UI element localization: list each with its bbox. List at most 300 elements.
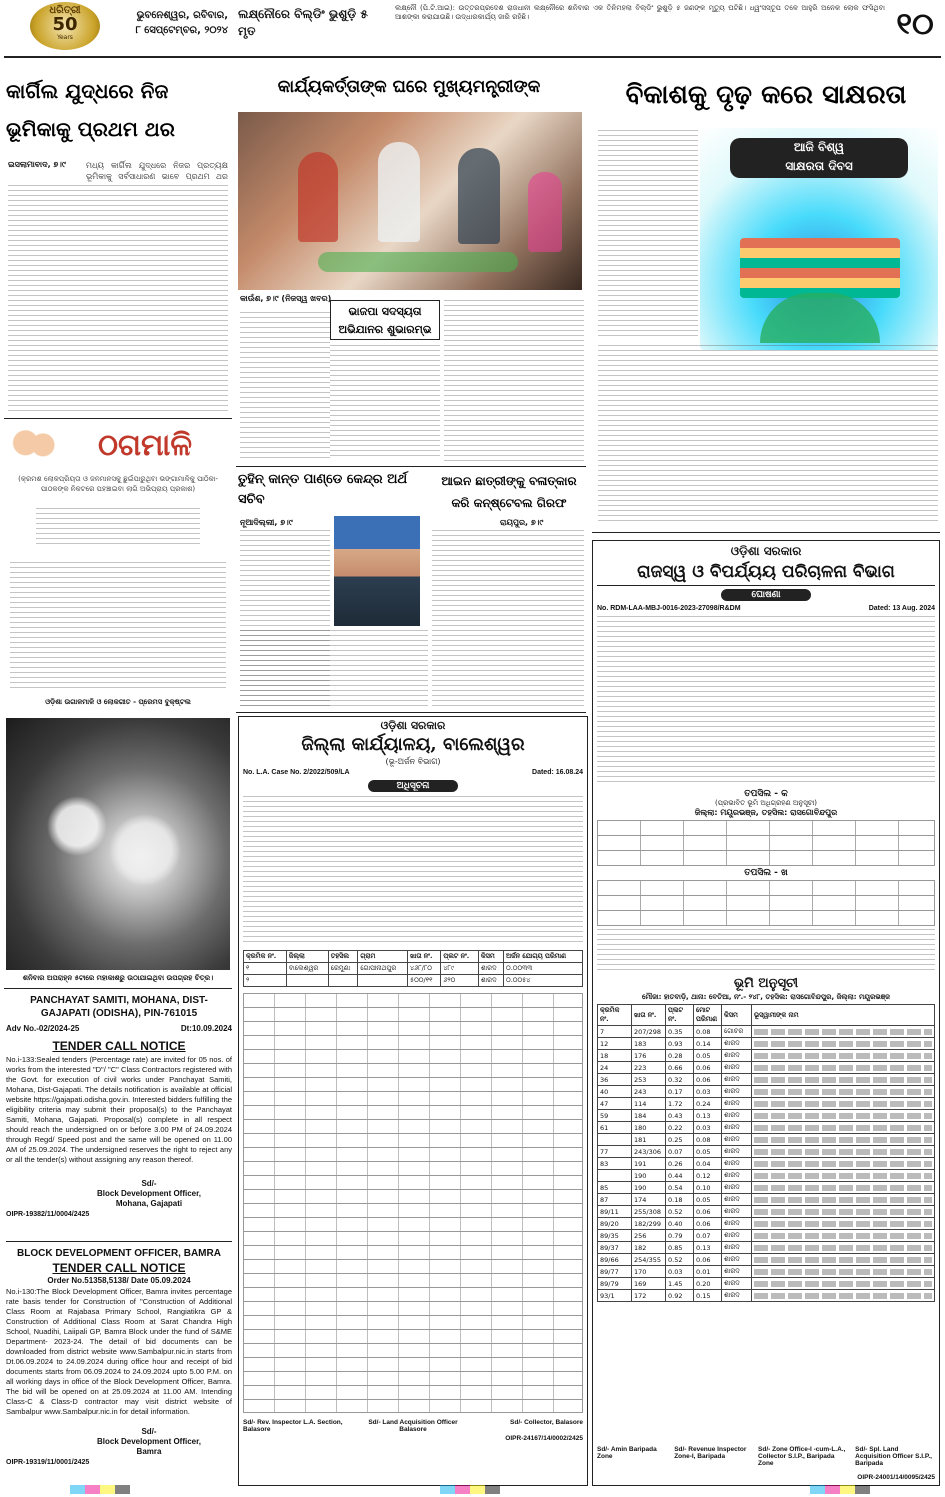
th-area: ଅର୍ଜନ ଯୋଗ୍ୟ ପରିମାଣ — [503, 951, 582, 963]
owner-cell — [752, 1278, 935, 1290]
bamra-oipr: OIPR-19319/11/0001/2425 — [6, 1459, 90, 1466]
table-cell: 182/299 — [632, 1218, 666, 1230]
bamra-sign-3: Bamra — [136, 1447, 162, 1456]
table-cell: ଶାରଦ — [722, 1110, 752, 1122]
table-cell: 36 — [598, 1074, 632, 1086]
owner-cell — [752, 1086, 935, 1098]
balasore-sign-3: Sd/- Collector, Balasore — [510, 1419, 583, 1426]
literacy-body-top — [598, 130, 698, 340]
owner-cell — [752, 1182, 935, 1194]
table-cell: 0.35 — [666, 1026, 694, 1038]
table-cell: 0.05 — [694, 1194, 722, 1206]
table-cell: ଶାରଦ — [722, 1290, 752, 1302]
table-cell: 181 — [632, 1134, 666, 1146]
table-cell: 0.01 — [694, 1266, 722, 1278]
table-cell: 0.13 — [694, 1242, 722, 1254]
th-district: ଜିଲ୍ଲା — [286, 951, 328, 963]
table-cell: 0.03 — [694, 1086, 722, 1098]
table-row — [598, 1182, 935, 1194]
table-cell: 0.06 — [694, 1074, 722, 1086]
table-cell — [598, 1170, 632, 1182]
owner-cell — [752, 1254, 935, 1266]
issue-date: ୮ ସେପ୍ଟେମ୍ବର, ୨୦୨୪ — [135, 25, 228, 36]
photo-plates — [318, 252, 518, 272]
bamra-tender — [6, 1248, 232, 1480]
table-row — [598, 1062, 935, 1074]
table-cell: ଶାରଦ — [722, 1206, 752, 1218]
table-cell: 0.05 — [694, 1146, 722, 1158]
table-cell: ଶାରଦ — [722, 1266, 752, 1278]
revenue-sign-3: Sd/- Zone Office-I -cum-L.A., Collector S.I.P., Baripada Zone — [758, 1446, 846, 1467]
owner-cell — [752, 1146, 935, 1158]
table-cell: 183 — [632, 1038, 666, 1050]
table-cell: 40 — [598, 1086, 632, 1098]
literacy-headline: ବିକାଶକୁ ଦୃଢ଼ କରେ ସାକ୍ଷରତା — [625, 80, 907, 110]
registration-mark-right — [810, 1485, 870, 1494]
table-row — [598, 1098, 935, 1110]
table-cell: 0.07 — [666, 1146, 694, 1158]
page-number: ୧୦ — [896, 7, 934, 42]
table-cell: 0.20 — [694, 1278, 722, 1290]
photo-figure-2 — [378, 142, 420, 242]
table-cell: ୨ — [244, 975, 287, 987]
table-cell: 243/306 — [632, 1146, 666, 1158]
table-cell: 24 — [598, 1062, 632, 1074]
mohana-adv-no: Adv No.-02/2024-25 — [6, 1024, 80, 1033]
table-cell: 254/355 — [632, 1254, 666, 1266]
table-cell: 0.22 — [666, 1122, 694, 1134]
satellite-caption: ଶନିବାର ଅପରାହ୍ନ ୫ଟାରେ ମହାକାଶରୁ ଉଠାଯାଇଥିବା ଉପଗ୍ରହ ଚିତ୍ର। — [22, 974, 214, 982]
table-row — [598, 1134, 935, 1146]
newspaper-logo — [30, 2, 100, 50]
balasore-dated: Dated: 16.08.24 — [532, 769, 583, 776]
owner-cell — [752, 1266, 935, 1278]
revenue-sign-4: Sd/- Spl. Land Acquisition Officer S.I.P., Baripada — [855, 1446, 932, 1467]
balasore-office: ଜିଲ୍ଲା କାର୍ଯ୍ୟାଳୟ, ବାଲେଶ୍ୱର — [301, 734, 525, 755]
table-cell: 176 — [632, 1050, 666, 1062]
table-row — [598, 1074, 935, 1086]
table-cell: 59 — [598, 1110, 632, 1122]
kargil-dateline: ଇସଲାମାବାଦ, ୭।୯ — [8, 160, 66, 169]
table-cell: 0.06 — [694, 1062, 722, 1074]
literacy-body-bottom — [598, 345, 938, 525]
th-land-plot: ପ୍ଲଟ ନଂ. — [666, 1005, 694, 1026]
table-cell: 0.14 — [694, 1038, 722, 1050]
table-cell: 0.05 — [694, 1050, 722, 1062]
bamra-order: Order No.51358,5138/ Date 05.09.2024 — [47, 1276, 191, 1285]
thagamali-poem — [36, 508, 200, 548]
table-cell: 0.06 — [694, 1206, 722, 1218]
revenue-dated: Dated: 13 Aug. 2024 — [868, 605, 935, 612]
table-row — [598, 1278, 935, 1290]
table-cell: 85 — [598, 1182, 632, 1194]
owner-cell — [752, 1170, 935, 1182]
tuhin-body-bottom — [240, 630, 428, 710]
table-cell: ୫୦୦/୧୧ — [408, 975, 441, 987]
owner-cell — [752, 1230, 935, 1242]
revenue-dept: ରାଜସ୍ୱ ଓ ବିପର୍ଯ୍ୟୟ ପରିଚାଳନା ବିଭାଗ — [597, 559, 935, 586]
land-schedule-title: ଭୂମି ଅନୁସୂଚୀ — [733, 976, 799, 991]
owner-cell — [752, 1062, 935, 1074]
masthead — [0, 0, 945, 60]
table-cell: 0.06 — [694, 1254, 722, 1266]
mohana-header: PANCHAYAT SAMITI, MOHANA, DIST-GAJAPATI (ODISHA), PIN-761015 — [30, 995, 208, 1019]
table-cell: 0.18 — [666, 1194, 694, 1206]
table-row — [598, 1230, 935, 1242]
balasore-sign-1: Sd/- Rev. Inspector L.A. Section, Balasore — [243, 1419, 343, 1433]
table-cell: 0.92 — [666, 1290, 694, 1302]
schedule-b-table — [597, 880, 935, 926]
bamra-title: TENDER CALL NOTICE — [52, 1261, 186, 1275]
banner-line-2: ସାକ୍ଷରତା ଦିବସ — [785, 159, 853, 173]
table-row — [598, 1038, 935, 1050]
weather-bottom-rule — [4, 988, 232, 989]
table-cell: 0.40 — [666, 1218, 694, 1230]
table-cell: ଶାରଦ — [722, 1254, 752, 1266]
table-cell: ୬୨୦ — [441, 975, 479, 987]
table-row — [598, 1194, 935, 1206]
photo-figure-4 — [528, 172, 562, 252]
owner-cell — [752, 1074, 935, 1086]
table-cell: 0.79 — [666, 1230, 694, 1242]
table-cell: 0.06 — [694, 1218, 722, 1230]
kargil-body-text — [8, 185, 228, 415]
owner-cell — [752, 1218, 935, 1230]
table-cell: ଗୋପୀନାଥପୁର — [358, 963, 408, 975]
table-cell: 89/79 — [598, 1278, 632, 1290]
thagamali-tagline: (କ୍ରମଶ ଲୋକପ୍ରିୟତା ଓ ଜନମାନସକୁ ଛୁଇଁପାରୁଥିବା ଭଙ୍ଗାମାଳିକୁ ପାଠିକା-ପାଠକଙ୍କ ନିକଟରେ ପହଞ୍ଚାଇବା ଲାଗି ଅଭିପ୍ରାୟ ପ୍ରକାଶ) — [18, 475, 218, 493]
table-row — [598, 1266, 935, 1278]
table-cell: 1.72 — [666, 1098, 694, 1110]
table-cell: 18 — [598, 1050, 632, 1062]
revenue-body-text — [597, 616, 935, 786]
table-cell: 83 — [598, 1158, 632, 1170]
table-cell: 0.26 — [666, 1158, 694, 1170]
table-cell: 0.07 — [694, 1230, 722, 1242]
table-cell: 170 — [632, 1266, 666, 1278]
table-cell: ରେମୁଣା — [328, 963, 358, 975]
table-cell: 1.45 — [666, 1278, 694, 1290]
table-cell: ବାଲେଶ୍ୱର — [286, 963, 328, 975]
cm-lunch-body-mid — [330, 345, 440, 460]
table-row — [598, 1026, 935, 1038]
logo-years-label: Years — [57, 34, 73, 41]
table-row — [598, 1254, 935, 1266]
thagamali-credit: ଓଡ଼ିଶା ଉଗାଳମାଳି ଓ ଲୋକଗୀତ - ପ୍ରେମସ ବୁକ୍‌ଷ୍ଟଲ — [45, 698, 191, 706]
table-cell: 190 — [632, 1182, 666, 1194]
table-cell: 0.15 — [694, 1290, 722, 1302]
table-cell: 0.66 — [666, 1062, 694, 1074]
table-cell: 0.13 — [694, 1110, 722, 1122]
th-land-kisam: କିସମ — [722, 1005, 752, 1026]
table-cell: ୧ — [244, 963, 287, 975]
table-cell: 223 — [632, 1062, 666, 1074]
table-cell — [358, 975, 408, 987]
table-cell: 89/20 — [598, 1218, 632, 1230]
table-row — [598, 1086, 935, 1098]
table-cell: 7 — [598, 1026, 632, 1038]
table-cell: 0.10 — [694, 1182, 722, 1194]
cm-lunch-caption: କାଉଁଶ, ୭।୯ (ନିଜସ୍ୱ ଖବର) — [240, 294, 332, 303]
table-row — [598, 1242, 935, 1254]
table-cell: ଶାରଦ — [722, 1038, 752, 1050]
table-cell: ଶାରଦ — [722, 1098, 752, 1110]
books-stack-icon — [740, 238, 900, 298]
owner-cell — [752, 1134, 935, 1146]
land-table-body — [598, 1026, 935, 1302]
mohana-date: Dt:10.09.2024 — [180, 1024, 232, 1033]
table-cell: 0.52 — [666, 1254, 694, 1266]
balasore-sign-2: Sd/- Land Acquisition Officer Balasore — [368, 1419, 458, 1433]
bamra-sign-1: Sd/- — [141, 1427, 157, 1436]
table-cell: 182 — [632, 1242, 666, 1254]
th-tahasil: ତହସିଲ — [328, 951, 358, 963]
table-cell: 191 — [632, 1158, 666, 1170]
table-row — [598, 1110, 935, 1122]
table-row — [598, 1050, 935, 1062]
table-cell — [598, 1134, 632, 1146]
owner-cell — [752, 1194, 935, 1206]
balasore-body-text — [243, 796, 583, 946]
balasore-case-no: No. L.A. Case No. 2/2022/509/LA — [243, 769, 350, 776]
thagamali-body — [10, 562, 226, 692]
table-cell: ଶାରଦ — [722, 1086, 752, 1098]
thagamali-cartoon-icon — [8, 426, 58, 468]
table-cell: 0.28 — [666, 1050, 694, 1062]
cm-lunch-bottom-rule — [236, 466, 586, 467]
land-schedule-location: ମୌଜା: ହାତବାଡ଼ି, ଥାନା: ବେତିଆ, ନଂ.- ୨୪୮, ତହସିଲ: ରାସଗୋବିନ୍ଦପୁର, ଜିଲ୍ଲା: ମୟୂରଭଞ୍ଜ — [642, 993, 890, 1001]
table-cell: ଶାରଦ — [722, 1134, 752, 1146]
revenue-sign-2: Sd/- Revenue Inspector Zone-I, Baripada — [674, 1446, 747, 1460]
table-cell: 0.03 — [694, 1122, 722, 1134]
constable-body — [432, 530, 584, 710]
table-cell: 172 — [632, 1290, 666, 1302]
table-cell: ଶାରଦ — [722, 1194, 752, 1206]
kargil-headline: କାର୍ଗିଲ ଯୁଦ୍ଧରେ ନିଜ ଭୂମିକାକୁ ପ୍ରଥମ ଥର — [6, 79, 175, 141]
table-cell: ଶାରଦ — [722, 1146, 752, 1158]
schedule-a-table — [597, 820, 935, 866]
registration-mark-center — [440, 1485, 500, 1494]
table-cell: ଶାରଦ — [722, 1122, 752, 1134]
table-cell: 255/308 — [632, 1206, 666, 1218]
revenue-ref-no: No. RDM-LAA-MBJ-0016-2023-27098/R&DM — [597, 605, 741, 612]
kargil-bottom-rule — [4, 418, 232, 419]
table-row — [598, 1170, 935, 1182]
bamra-body: No.i-130:The Block Development Officer, Bamra invites percentage rate basis tender for Construction of "Construction of Additional Class Room at Rajabasa Primary School, Rangiatikra GP & Construction of Additional Class Room at Sarat Chandra High School, Nuadihi, Laiipali GP, Bamra Block under the fund of S&ME Department- 2023-24. The detail of bid documents can be downloaded from district website www.Sambalpur.nic.in starts from Dt.06.09.2024 to 24.09.2024 during office hour and receipt of bid documents starts from 06.09.2024 to 24.09.2024 upto 5.00 P.M. on all working days in office of the Block Development Officer, Bamra. The bid will be opened on at 25.09.2024 at 11.00 AM. Intending Class-C & Class-D contractor may visit district website of Sambalpur www.Sambalpur.nic.in for detail information. — [6, 1287, 232, 1416]
table-cell: 243 — [632, 1086, 666, 1098]
table-cell: ୪୮୯ — [441, 963, 479, 975]
photo-figure-1 — [298, 152, 338, 242]
land-table-header — [598, 1005, 935, 1026]
constable-headline: ଆଇନ ଛାତ୍ରୀଙ୍କୁ ବଳାତ୍କାର କରି କନ୍‌ଷ୍ଟେବଲ ଗିରଫ — [441, 474, 577, 510]
kargil-lead: ମଧ୍ୟ କାର୍ଗିଲ ଯୁଦ୍ଧରେ ନିଜର ପ୍ରତ୍ୟକ୍ଷ ଭୂମିକାକୁ ସର୍ବସାଧାରଣ ଭାବେ ପ୍ରଥମ ଥର — [86, 161, 228, 181]
owner-cell — [752, 1206, 935, 1218]
table-cell: ଶାରଦ — [722, 1062, 752, 1074]
table-row — [598, 1122, 935, 1134]
table-row — [598, 1146, 935, 1158]
table-cell: 180 — [632, 1122, 666, 1134]
table-row — [598, 1158, 935, 1170]
table-cell: 253 — [632, 1074, 666, 1086]
literacy-day-banner — [730, 138, 908, 178]
th-land-owner: ଭୂସ୍ୱାମୀଙ୍କ ନାମ — [752, 1005, 935, 1026]
table-cell: 0.44 — [666, 1170, 694, 1182]
th-plot: ପ୍ଲଟ ନଂ. — [441, 951, 479, 963]
table-cell: ଶାରଦ — [722, 1242, 752, 1254]
mohana-sign-2: Block Development Officer, — [96, 1189, 202, 1198]
table-cell: ଶାରଦ — [478, 963, 503, 975]
city-day: ଭୁବନେଶ୍ୱର, ରବିବାର, — [136, 10, 228, 21]
logo-years-number: 50 — [52, 14, 78, 35]
literacy-bottom-rule — [592, 532, 940, 533]
table-cell: ଶାରଦ — [722, 1230, 752, 1242]
table-cell: ୦.୦୦୩୩ — [503, 963, 582, 975]
cm-lunch-headline: କାର୍ଯ୍ୟକର୍ତ୍ତାଙ୍କ ଘରେ ମୁଖ୍ୟମନ୍ତ୍ରୀଙ୍କ — [277, 77, 541, 97]
owner-cell — [752, 1290, 935, 1302]
mohana-sign-3: Mohana, Gajapati — [115, 1199, 183, 1208]
table-cell: 0.12 — [694, 1170, 722, 1182]
tuhin-dateline: ନୂଆଦିଲ୍ଲୀ, ୭।୯ — [240, 518, 293, 527]
schedule-a-sub: (ପ୍ରଭାବିତ ଭୂମି ଅଧିଗ୍ରହଣ ଅନୁସୂଚୀ) — [714, 799, 818, 807]
table-cell: 114 — [632, 1098, 666, 1110]
balasore-notice — [238, 716, 588, 1486]
table-cell: 47 — [598, 1098, 632, 1110]
cloud-band — [26, 778, 196, 898]
table-cell: ଗୋଚର — [722, 1026, 752, 1038]
balasore-table-header — [244, 951, 583, 963]
cm-lunch-photo — [238, 112, 582, 290]
logo-name: ଧରିତ୍ରୀ — [49, 5, 81, 16]
th-land-serial: କ୍ରମିକ ନଂ. — [598, 1005, 632, 1026]
table-cell: ଶାରଦ — [722, 1170, 752, 1182]
satellite-image — [6, 718, 230, 970]
table-cell: 184 — [632, 1110, 666, 1122]
schedule-b-title: ତପସିଲ - ଖ — [744, 868, 788, 878]
table-cell: 12 — [598, 1038, 632, 1050]
owner-cell — [752, 1098, 935, 1110]
table-cell: 0.32 — [666, 1074, 694, 1086]
owner-cell — [752, 1110, 935, 1122]
table-cell: 89/35 — [598, 1230, 632, 1242]
th-land-total: ମୋଟ ପରିମାଣ — [694, 1005, 722, 1026]
literacy-illustration — [700, 128, 938, 350]
table-cell: ୦.୦୦୫୪ — [503, 975, 582, 987]
cm-lunch-body-right — [444, 300, 584, 462]
table-cell: ଶାରଦ — [722, 1218, 752, 1230]
mohana-oipr: OIPR-19382/11/0004/2425 — [6, 1211, 90, 1218]
photo-figure-3 — [458, 148, 500, 244]
owner-cell — [752, 1122, 935, 1134]
th-khata: ଖାତା ନଂ. — [408, 951, 441, 963]
table-cell — [286, 975, 328, 987]
table-cell: 89/11 — [598, 1206, 632, 1218]
table-cell: 77 — [598, 1146, 632, 1158]
table-cell: 256 — [632, 1230, 666, 1242]
revenue-label: ଘୋଷଣା — [721, 589, 811, 601]
table-row — [598, 1206, 935, 1218]
flash-text: ଲକ୍ଷ୍ନୌ (ପି.ଟି.ଆଇ): ଉତ୍ତରପ୍ରଦେଶ ରାଜଧାନୀ ଲକ୍ଷ୍ନୌରେ ଶନିବାର ଏକ ତିନିମହଲା ବିଲ୍ଡିଂ ଭୁଶୁଡ଼ି ୫ ଜଣଙ୍କ ମୃତ୍ୟୁ ଘଟିଛି। ଧ୍ୱଂସସ୍ତୂପ ତଳେ ଆହୁରି ଅନେକ ଲୋକ ଫସିଥିବା ଆଶଙ୍କା କରାଯାଉଛି। ଉଦ୍ଧାରକାର୍ଯ୍ୟ ଜାରି ରହିଛି। — [395, 4, 885, 21]
owner-cell — [752, 1050, 935, 1062]
table-cell: 89/66 — [598, 1254, 632, 1266]
table-row — [598, 1290, 935, 1302]
balasore-dept: (ଭୂ-ଅର୍ଜନ ବିଭାଗ) — [385, 757, 441, 766]
table-cell: ଶାରଦ — [722, 1158, 752, 1170]
th-village: ଗ୍ରାମ — [358, 951, 408, 963]
table-cell: ୪୬୮/୮୦ — [408, 963, 441, 975]
table-cell: 89/77 — [598, 1266, 632, 1278]
table-row — [598, 1218, 935, 1230]
balasore-govt: ଓଡ଼ିଶା ସରକାର — [380, 719, 446, 732]
masthead-dateline — [108, 8, 228, 38]
table-cell: 0.08 — [694, 1134, 722, 1146]
balasore-notice-label: ଅଧିସୂଚନା — [368, 780, 458, 792]
balasore-land-table — [243, 950, 583, 987]
mohana-body: No.i-133:Sealed tenders (Percentage rate) are invited for 05 nos. of works from the interested "D"/ "C" Class Contractors registered with the Govt. for execution of civil works under Panchayat Samiti, Mohana, Dist-Gajapati. The details notification is available at official website https://gajapati.odisha.gov.in. Interested bidders fulfilling the eligibility criteria may submit their proposal(s) to the Panchayat Samiti, Mohana, Gajapati. Proposal(s) complete in all respect should reach the undersigned on or before 3.00 PM of 24.09.2024 through Regd/ Speed post and the same will be opened on 11.00 AM of 25.09.2024. The undersigned reserves the right to reject any or all the tender(s) without assigning any reason thereof. — [6, 1055, 232, 1164]
balasore-oipr: OIPR-24167/14/0002/2425 — [505, 1435, 583, 1442]
mohana-sign-1: Sd/- — [141, 1179, 157, 1188]
registration-mark-left — [70, 1485, 130, 1494]
revenue-sign-1: Sd/- Amin Baripada Zone — [597, 1446, 657, 1460]
table-cell: ଶାରଦ — [478, 975, 503, 987]
thagamali-box — [6, 422, 230, 714]
revenue-govt: ଓଡ଼ିଶା ସରକାର — [730, 544, 802, 558]
owner-cell — [752, 1242, 935, 1254]
tuhin-portrait — [334, 516, 420, 626]
schedule-a-place: ଜିଲ୍ଲା: ମୟୂରଭଞ୍ଜ, ତହସିଲ: ରାସଗୋବିନ୍ଦପୁର — [694, 808, 838, 817]
table-cell: 87 — [598, 1194, 632, 1206]
mid-rule — [236, 712, 586, 713]
revenue-mid-text — [597, 929, 935, 973]
table-cell: 0.08 — [694, 1026, 722, 1038]
cm-lunch-body-left — [240, 312, 330, 462]
table-cell: 0.54 — [666, 1182, 694, 1194]
th-serial: କ୍ରମିକ ନଂ. — [244, 951, 287, 963]
table-cell: ଶାରଦ — [722, 1182, 752, 1194]
table-cell — [328, 975, 358, 987]
bamra-header: BLOCK DEVELOPMENT OFFICER, BAMRA — [17, 1248, 221, 1259]
table-cell: 0.03 — [666, 1266, 694, 1278]
th-kisam: କିସମ — [478, 951, 503, 963]
table-cell: 0.93 — [666, 1038, 694, 1050]
table-cell: 0.17 — [666, 1086, 694, 1098]
table-cell: 0.25 — [666, 1134, 694, 1146]
masthead-rule — [4, 56, 941, 58]
table-cell: 207/298 — [632, 1026, 666, 1038]
revenue-oipr: OIPR-24001/14/0095/2425 — [857, 1474, 935, 1481]
land-schedule-table — [597, 1004, 935, 1302]
table-cell: 61 — [598, 1122, 632, 1134]
table-cell: ଶାରଦ — [722, 1074, 752, 1086]
owner-cell — [752, 1158, 935, 1170]
banner-line-1: ଆଜି ବିଶ୍ୱ — [793, 140, 845, 154]
schedule-a-title: ତପସିଲ - କ — [744, 789, 788, 799]
table-row — [244, 963, 583, 975]
owner-cell — [752, 1038, 935, 1050]
table-cell: 93/1 — [598, 1290, 632, 1302]
mohana-tender — [6, 992, 232, 1242]
mohana-title: TENDER CALL NOTICE — [52, 1039, 186, 1053]
table-row — [244, 975, 583, 987]
thagamali-title: ଠଗମାଳି — [98, 428, 192, 463]
flash-headline: ଲକ୍ଷ୍ନୌରେ ବିଲ୍ଡିଂ ଭୁଶୁଡ଼ି ୫ ମୃତ — [238, 7, 368, 38]
table-cell: 174 — [632, 1194, 666, 1206]
table-cell: 89/37 — [598, 1242, 632, 1254]
table-cell: 0.52 — [666, 1206, 694, 1218]
constable-dateline: ରାୟପୁର, ୭।୯ — [500, 518, 544, 527]
table-cell: 0.04 — [694, 1158, 722, 1170]
cm-lunch-subhead: ଭାଜପା ସଦସ୍ୟତା ଅଭିଯାନର ଶୁଭାରମ୍ଭ — [330, 300, 440, 340]
table-cell: 0.24 — [694, 1098, 722, 1110]
